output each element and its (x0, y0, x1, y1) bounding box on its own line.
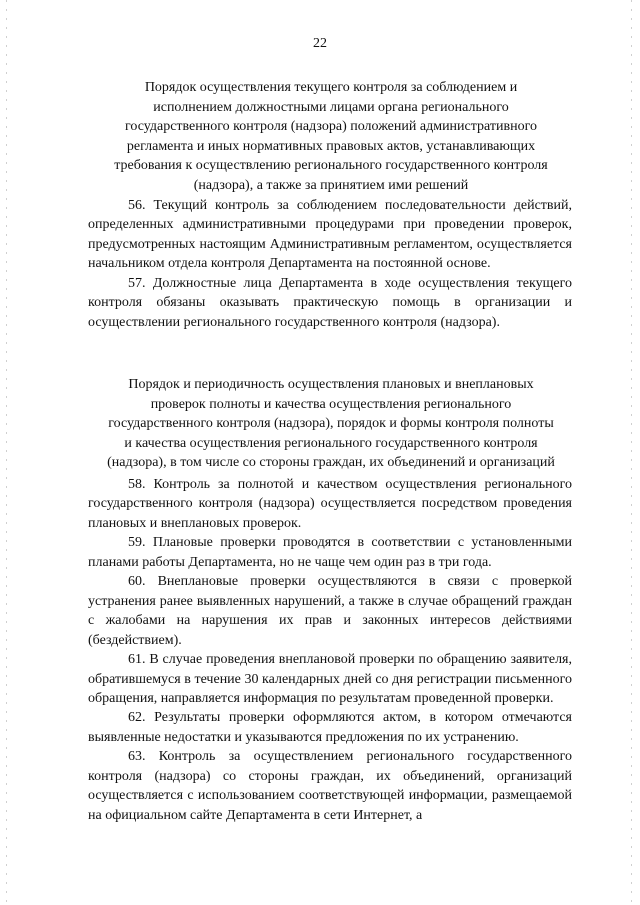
section-body-current-control (88, 196, 572, 332)
paragraph-57: 57. Должностные лица Департамента в ходе осуществления текущего контроля обязаны оказывать практическую помощь в организации и осуществлении регионального государственного контроля (надзора). (88, 275, 572, 330)
scan-edge-right (631, 0, 632, 905)
paragraph-60: 60. Внеплановые проверки осуществляются в связи с проверкой устранения ранее выявленных нарушений, а также в случае обращений граждан с жалобами на нарушения их прав и законных интересов действиями (бездействием). (88, 574, 572, 648)
scan-edge-left (6, 0, 7, 905)
page-number: 22 (313, 36, 327, 51)
section-heading-inspections: Порядок и периодичность осуществления плановых и внеплановых проверок полноты и качества осуществления регионального государственного контроля (надзора), порядок и формы контроля полноты и качества осуществления регионального государственного контроля (надзора), в том числе со стороны граждан, их объединений и организаций (107, 377, 555, 470)
paragraph-63: 63. Контроль за осуществлением регионального государственного контроля (надзора) со стороны граждан, их объединений, организаций осуществляется с использованием соответствующей информации, размещаемой на официальном сайте Департамента в сети Интернет, а (88, 749, 572, 823)
paragraph-59: 59. Плановые проверки проводятся в соответствии с установленными планами работы Департамента, но не чаще чем один раз в три года. (88, 535, 572, 570)
paragraph-62: 62. Результаты проверки оформляются актом, в котором отмечаются выявленные недостатки и указываются предложения по их устранению. (88, 710, 572, 745)
paragraph-58: 58. Контроль за полнотой и качеством осуществления регионального государственного контроля (надзора) осуществляется посредством проведения плановых и внеплановых проверок. (88, 477, 572, 531)
section-heading-current-control: Порядок осуществления текущего контроля за соблюдением и исполнением должностными лицами органа регионального государственного контроля (надзора) положений административного регламента и иных нормативных правовых актов, устанавливающих требования к осуществлению регионального государственного контроля (надзора), а также за принятием ими решений (114, 80, 548, 193)
section-body-inspections (88, 475, 572, 825)
paragraph-61: 61. В случае проведения внеплановой проверки по обращению заявителя, обратившемуся в течение 30 календарных дней со дня регистрации письменного обращения, направляется информация по результатам проведенной проверки. (88, 652, 572, 706)
paragraph-56: 56. Текущий контроль за соблюдением последовательности действий, определенных административными процедурами при проведении проверок, предусмотренных настоящим Административным регламентом, осуществляется начальником отдела контроля Департамента на постоянной основе. (88, 198, 572, 272)
